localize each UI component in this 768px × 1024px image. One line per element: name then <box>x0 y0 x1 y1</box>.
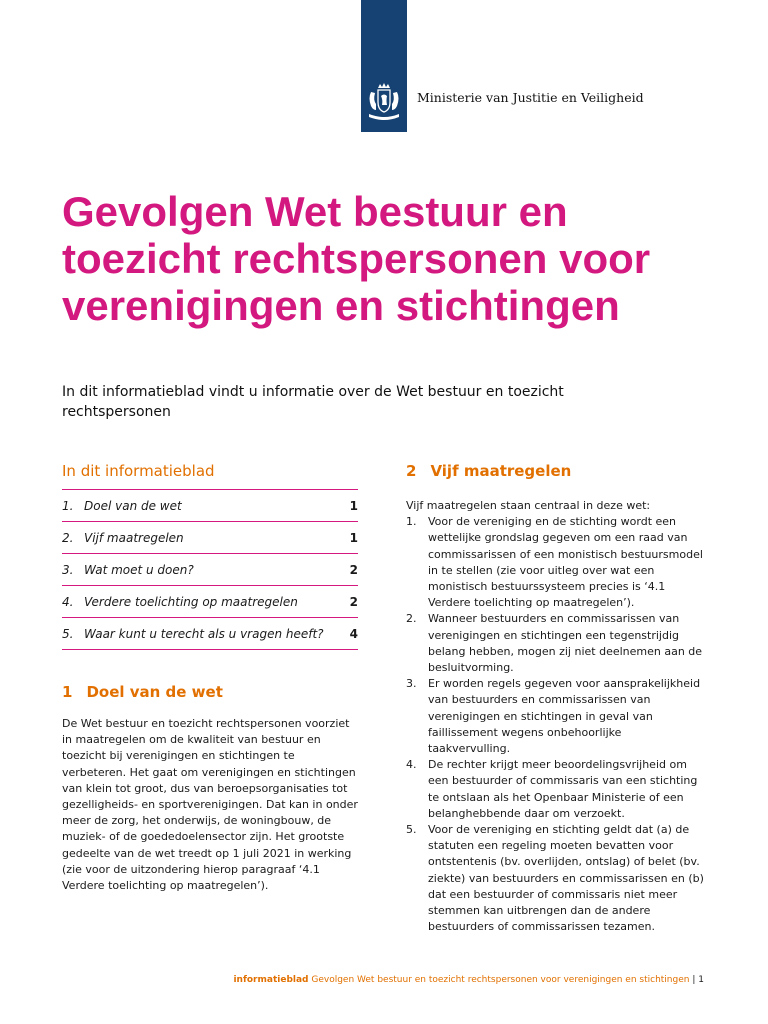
list-item <box>406 757 706 822</box>
list-item-number: 1. <box>406 515 417 529</box>
toc-item-page: 1 <box>349 530 358 545</box>
list-item <box>406 676 706 757</box>
section-2-title: Vijf maatregelen <box>430 462 572 480</box>
toc-item-number: 2. <box>62 530 74 545</box>
toc-item-number: 5. <box>62 626 74 641</box>
list-item-text: Wanneer bestuurders en commissarissen van verenigingen en stichtingen een tegenstrijdig belang hebben, mogen zij niet deelnemen aan de besluitvorming. <box>428 612 703 675</box>
footer-label: informatieblad <box>233 975 309 985</box>
toc-item-page: 1 <box>349 498 358 513</box>
toc-item[interactable] <box>62 586 358 618</box>
toc-item-page: 4 <box>349 626 358 641</box>
toc-item[interactable] <box>62 490 358 522</box>
toc-item-number: 4. <box>62 594 74 609</box>
list-item-text: Er worden regels gegeven voor aansprakelijkheid van bestuurders en commissarissen van verenigingen en stichtingen in geval van faillissement wegens onbehoorlijke taakvervulling. <box>428 677 701 756</box>
toc-item[interactable] <box>62 554 358 586</box>
section-1-number: 1 <box>62 683 73 701</box>
toc-item-label: Wat moet u doen? <box>84 562 194 577</box>
section-2-number: 2 <box>406 462 417 480</box>
toc-item-label: Doel van de wet <box>84 498 182 513</box>
toc-item-label: Vijf maatregelen <box>84 530 184 545</box>
toc-item-label: Verdere toelichting op maatregelen <box>84 594 298 609</box>
list-item <box>406 611 706 676</box>
toc-item[interactable] <box>62 522 358 554</box>
page-title: Gevolgen Wet bestuur en toezicht rechtspersonen voor verenigingen en stichtingen <box>62 188 651 329</box>
section-2-body <box>406 498 706 935</box>
list-item-number: 5. <box>406 823 417 837</box>
section-1-title: Doel van de wet <box>86 683 223 701</box>
intro-text: In dit informatieblad vindt u informatie over de Wet bestuur en toezicht rechtspersonen <box>62 384 564 420</box>
section-2-heading <box>406 462 571 480</box>
page-footer <box>233 975 704 985</box>
list-item-number: 4. <box>406 758 417 772</box>
page-number: 1 <box>698 975 704 985</box>
list-item-number: 2. <box>406 612 417 626</box>
list-item-number: 3. <box>406 677 417 691</box>
section-1-heading <box>62 683 223 701</box>
section-1-body: De Wet bestuur en toezicht rechtspersonen voorziet in maatregelen om de kwaliteit van bestuur en toezicht bij verenigingen en stichtingen te verbeteren. Het gaat om verenigingen en stichtingen van klein tot groot, dus van beroepsorganisaties tot gezelligheids- en sportverenigingen. Dat kan in onder meer de zorg, het onderwijs, de woningbouw, de muziek- of de goededoelensector zijn. Het grootste gedeelte van de wet treedt op 1 juli 2021 in werking (zie voor de uitzondering hierop paragraaf ‘4.1 Verdere toelichting op maatregelen’). <box>62 717 358 893</box>
list-item-text: De rechter krijgt meer beoordelingsvrijheid om een bestuurder of commissaris van een stichting te ontslaan als het Openbaar Ministerie of een belanghebbende daar om verzoekt. <box>428 758 698 820</box>
measures-list <box>406 514 706 935</box>
list-item-text: Voor de vereniging en stichting geldt dat (a) de statuten een regeling moeten bevatten voor ontstentenis (bv. overlijden, ontslag) of belet (bv. ziekte) van bestuurders en commissarissen en (b) dat een bestuurder of commissaris niet meer stemmen kan uitbrengen dan de andere bestuurders of commissarissen tezamen. <box>428 823 704 934</box>
footer-title: Gevolgen Wet bestuur en toezicht rechtspersonen voor verenigingen en stichtingen <box>311 975 690 985</box>
toc-item-page: 2 <box>349 594 358 609</box>
toc-item-number: 1. <box>62 498 74 513</box>
ministry-name: Ministerie van Justitie en Veiligheid <box>417 90 644 105</box>
toc-item-label: Waar kunt u terecht als u vragen heeft? <box>84 626 324 641</box>
toc-item-number: 3. <box>62 562 74 577</box>
list-item <box>406 514 706 611</box>
toc-heading: In dit informatieblad <box>62 462 215 480</box>
list-item-text: Voor de vereniging en de stichting wordt een wettelijke grondslag gegeven om een raad van commissarissen of een monistisch bestuursmodel in te stellen (zie voor uitleg over wat een monistisch bestuurssysteem precies is ‘4.1 Verdere toelichting op maatregelen’). <box>428 515 703 610</box>
footer-separator: | <box>692 975 696 985</box>
toc-item-page: 2 <box>349 562 358 577</box>
list-item <box>406 822 706 935</box>
coat-of-arms-icon <box>361 80 407 130</box>
section-2-intro: Vijf maatregelen staan centraal in deze wet: <box>406 499 651 512</box>
toc-item[interactable] <box>62 618 358 650</box>
table-of-contents <box>62 489 358 650</box>
